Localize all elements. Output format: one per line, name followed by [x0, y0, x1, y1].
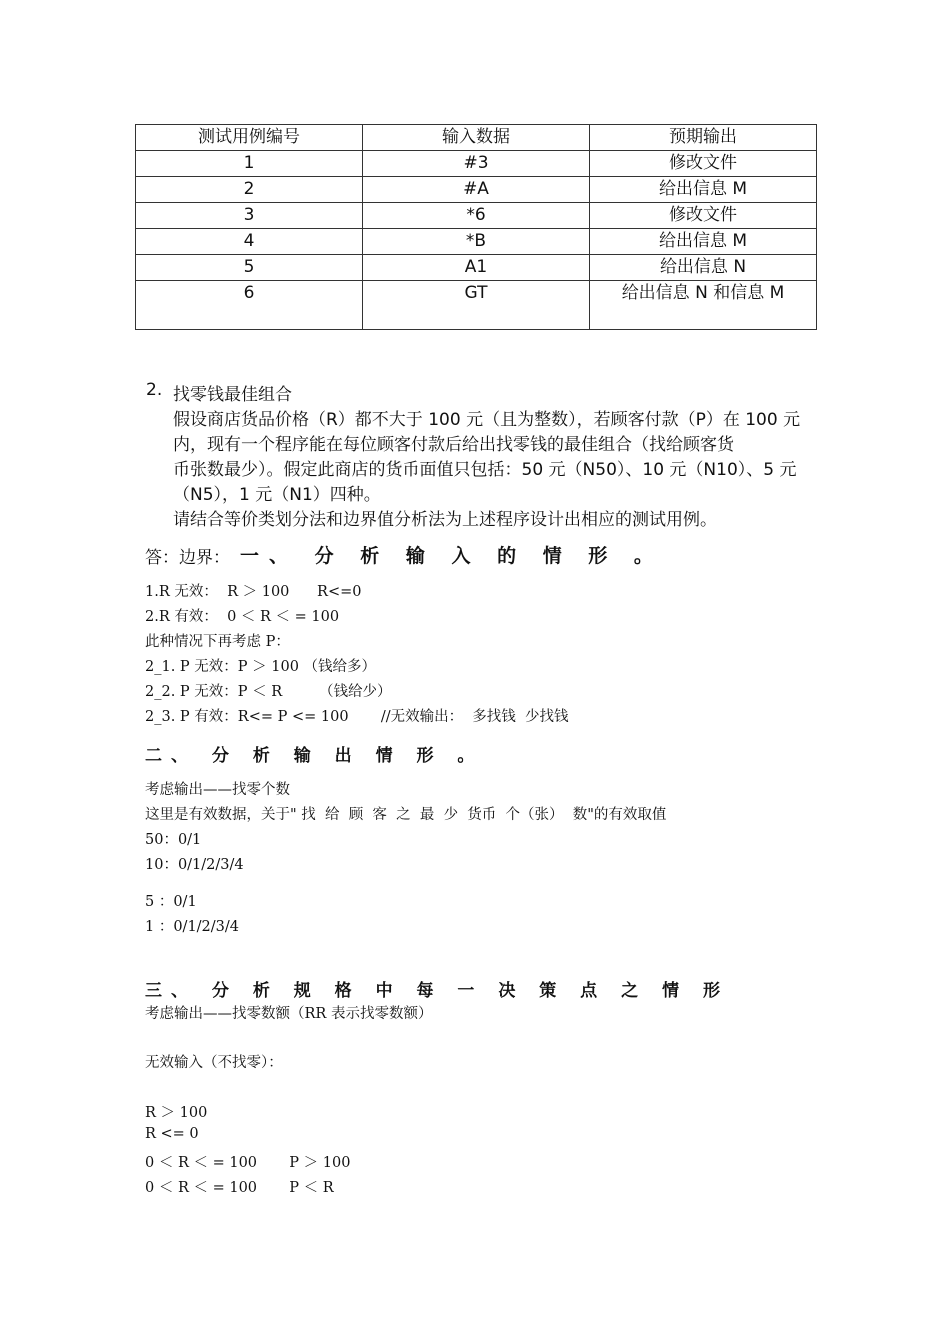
problem-paragraph-line: 假设商店货品价格（R）都不大于 100 元（且为整数），若顾客付款（P）在 100 元 [173, 410, 801, 430]
section-heading: 三、 分 析 规 格 中 每 一 决 策 点 之 情 形 [145, 981, 729, 1001]
table-cell: #3 [363, 151, 590, 177]
table-cell: 给出信息 N [590, 255, 817, 281]
answer-line: 这里是有效数据，关于" 找 给 顾 客 之 最 少 货币 个（张） 数"的有效取值 [145, 807, 667, 823]
answer-line: 此种情况下再考虑 P： [145, 634, 290, 650]
table-row [136, 151, 817, 177]
table-cell: *6 [363, 203, 590, 229]
problem-task: 请结合等价类划分法和边界值分析法为上述程序设计出相应的测试用例。 [173, 510, 717, 530]
table-cell: 4 [136, 229, 363, 255]
table-cell: 给出信息 M [590, 229, 817, 255]
table-header-row [136, 125, 817, 151]
table-cell: GT [363, 281, 590, 330]
table-header-cell: 预期输出 [590, 125, 817, 151]
answer-prefix: 答：边界： [145, 548, 230, 568]
answer-line: 10：0/1/2/3/4 [145, 857, 244, 873]
table-cell: A1 [363, 255, 590, 281]
answer-line: 1.R 无效： R ＞ 100 R<=0 [145, 584, 362, 600]
answer-line: 0 ＜ R ＜ = 100 P ＜ R [145, 1180, 334, 1196]
table-row [136, 229, 817, 255]
table-row [136, 177, 817, 203]
answer-line: 2_3. P 有效：R<= P <= 100 //无效输出： 多找钱 少找钱 [145, 709, 569, 725]
problem-paragraph-line: 币张数最少）。假定此商店的货币面值只包括：50 元（N50）、10 元（N10）、5 元 [173, 460, 797, 480]
problem-title: 找零钱最佳组合 [173, 385, 292, 405]
section-heading: 二、 分 析 输 出 情 形 。 [145, 746, 484, 766]
problem-paragraph-line: 内，现有一个程序能在每位顾客付款后给出找零钱的最佳组合（找给顾客货 [173, 435, 734, 455]
table-row [136, 255, 817, 281]
answer-line: 无效输入（不找零）： [145, 1055, 283, 1071]
table-header-cell: 输入数据 [363, 125, 590, 151]
table-header-cell: 测试用例编号 [136, 125, 363, 151]
answer-line: R ＞ 100 [145, 1105, 208, 1121]
table-cell: 给出信息 M [590, 177, 817, 203]
table-cell: 给出信息 N 和信息 M [590, 281, 817, 330]
table-row [136, 281, 817, 330]
problem-number: 2. [146, 380, 163, 400]
answer-line: 2_2. P 无效：P ＜ R （钱给少） [145, 684, 392, 700]
table-cell: 5 [136, 255, 363, 281]
table-cell: *B [363, 229, 590, 255]
table-cell: 1 [136, 151, 363, 177]
table-cell: 2 [136, 177, 363, 203]
section-heading: 一、 分 析 输 入 的 情 形 。 [240, 545, 663, 567]
table-row [136, 203, 817, 229]
table-cell: 修改文件 [590, 151, 817, 177]
answer-line: 2.R 有效： 0 ＜ R ＜ = 100 [145, 609, 340, 625]
table-cell: 6 [136, 281, 363, 330]
answer-line: 5 ：0/1 [145, 894, 197, 910]
answer-line: 0 ＜ R ＜ = 100 P ＞ 100 [145, 1155, 351, 1171]
table-cell: #A [363, 177, 590, 203]
table-cell: 3 [136, 203, 363, 229]
answer-line: R <= 0 [145, 1126, 199, 1142]
test-case-table [135, 124, 817, 330]
answer-line: 50：0/1 [145, 832, 202, 848]
problem-paragraph-line: （N5），1 元（N1）四种。 [173, 485, 381, 505]
answer-line: 考虑输出——找零数额（RR 表示找零数额） [145, 1006, 433, 1022]
answer-line: 1 ：0/1/2/3/4 [145, 919, 240, 935]
table-cell: 修改文件 [590, 203, 817, 229]
answer-line: 考虑输出——找零个数 [145, 782, 290, 798]
answer-line: 2_1. P 无效：P ＞ 100 （钱给多） [145, 659, 377, 675]
